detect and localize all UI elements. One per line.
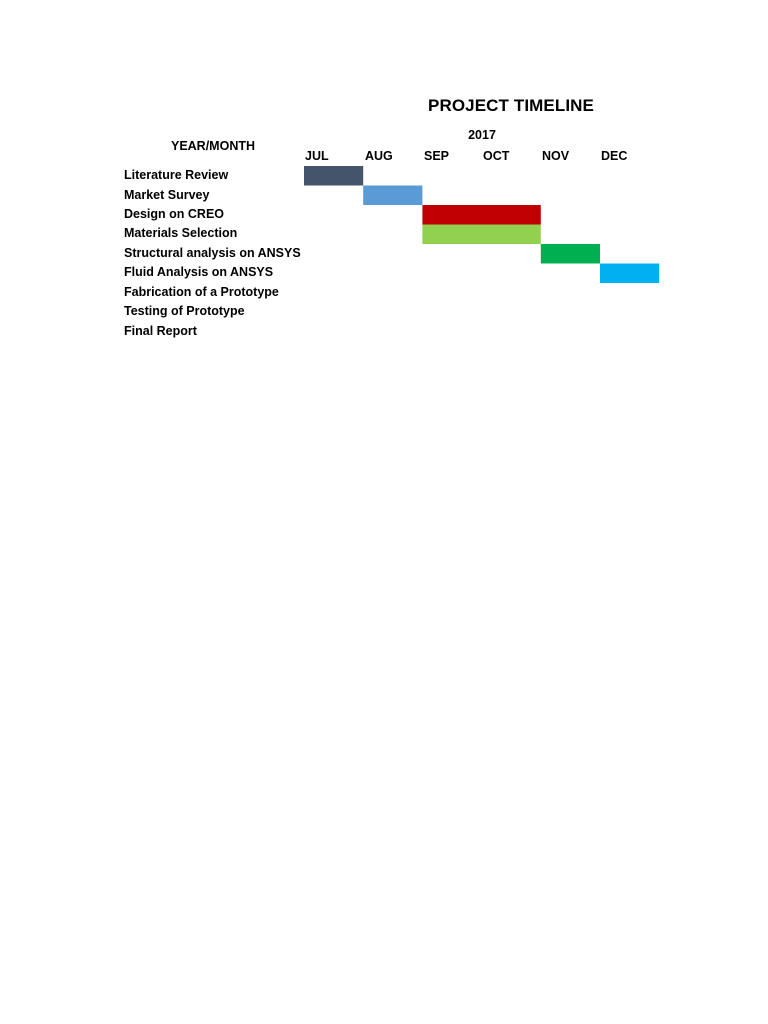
task-label: Design on CREO xyxy=(124,207,225,221)
gantt-bar xyxy=(363,186,422,206)
gantt-bar xyxy=(541,244,600,264)
month-label-nov: NOV xyxy=(542,149,570,163)
task-label: Literature Review xyxy=(124,168,229,182)
task-label: Fabrication of a Prototype xyxy=(124,285,279,299)
task-label: Fluid Analysis on ANSYS xyxy=(124,265,274,279)
gantt-bar xyxy=(304,166,363,186)
task-label: Final Report xyxy=(124,324,197,338)
task-label: Market Survey xyxy=(124,188,210,202)
gantt-bar xyxy=(422,205,540,225)
task-label: Structural analysis on ANSYS xyxy=(124,246,301,260)
chart-title: PROJECT TIMELINE xyxy=(428,96,594,115)
month-label-dec: DEC xyxy=(601,149,628,163)
gantt-bar xyxy=(422,225,540,245)
month-label-aug: AUG xyxy=(365,149,393,163)
year-label: 2017 xyxy=(468,128,496,142)
task-label: Materials Selection xyxy=(124,226,238,240)
gantt-bar xyxy=(600,264,659,284)
month-label-sep: SEP xyxy=(424,149,450,163)
month-label-jul: JUL xyxy=(305,149,329,163)
task-label: Testing of Prototype xyxy=(124,304,245,318)
row-header: YEAR/MONTH xyxy=(170,139,256,153)
month-label-oct: OCT xyxy=(483,149,510,163)
